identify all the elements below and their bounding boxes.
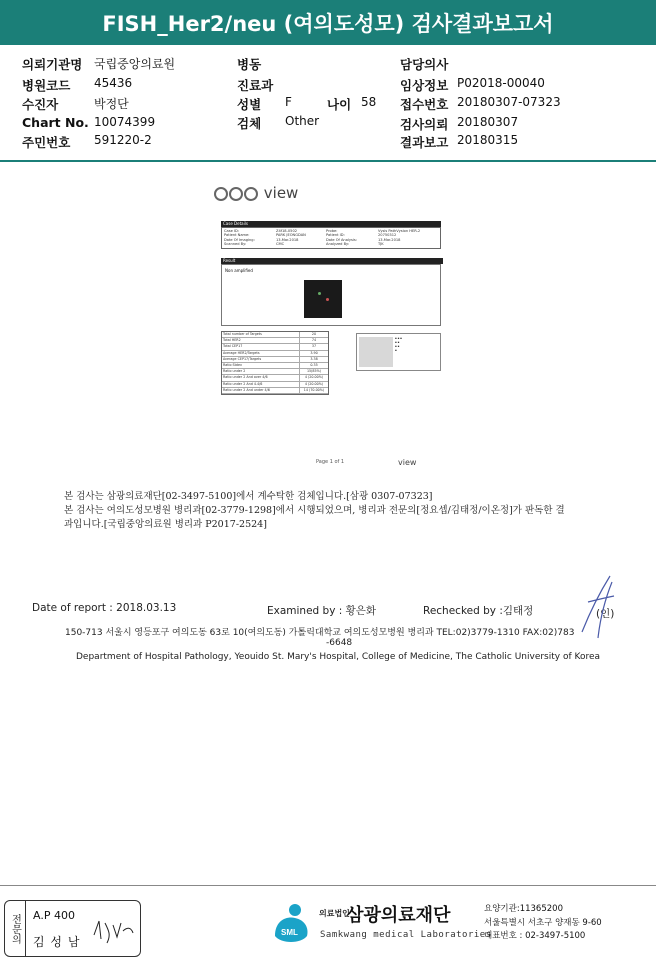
- bioview-footer-logo: view: [398, 458, 417, 467]
- header-row-age: 나이 58: [327, 95, 377, 112]
- header-row-doctor: 담당의사: [400, 57, 449, 72]
- note-line-2: 본 검사는 여의도성모병원 병리과[02-3779-1298]에서 시행되었으며, 병리과 전문의[정요셉/김태정/이온정]가 판독한 결: [64, 505, 565, 516]
- stats-row: Ratio under 2 And under 4/6 14 (70.00%): [222, 388, 328, 394]
- specialist-box: [4, 900, 141, 957]
- rechecked-by: Rechecked by :김태정: [423, 605, 534, 617]
- seal-mark: (인): [596, 608, 615, 620]
- stats-row: Ratio under 2 15(85%): [222, 369, 328, 375]
- result-text: Non amplified: [225, 268, 253, 273]
- header-divider: [0, 160, 656, 162]
- doctor-name: 김 성 남: [33, 935, 81, 949]
- stats-row: Total HER2 74: [222, 338, 328, 344]
- lab-phone: 대표번호 : 02-3497-5100: [484, 931, 586, 941]
- logo-ring-icon: [229, 187, 243, 201]
- footer-divider: [0, 885, 656, 886]
- logo-ring-icon: [244, 187, 258, 201]
- signal-dot: [318, 292, 321, 295]
- svg-text:SML: SML: [281, 928, 298, 937]
- case-details-header: Case Details: [221, 221, 441, 227]
- lab-info: [484, 903, 602, 944]
- header-row-hospital-code: 병원코드 45436: [22, 76, 133, 93]
- header-row-sex: 성별 F: [237, 95, 292, 112]
- address-line-2: -6648: [326, 638, 353, 648]
- lab-name: [319, 901, 450, 927]
- header-row-report-date: 결과보고 20180315: [400, 133, 519, 150]
- header-row-specimen: 검체 Other: [237, 114, 320, 131]
- lab-kind: 의료법인: [319, 909, 350, 918]
- stats-table: [221, 331, 329, 395]
- lab-english-name: Samkwang medical Laboratories: [320, 930, 492, 940]
- case-details-panel: [221, 221, 441, 249]
- header-row-resident-no: 주민번호 591220-2: [22, 133, 152, 150]
- stats-row: Ratio under 2 And over 4/6 4 (20.00%): [222, 375, 328, 381]
- ratio-histogram: [356, 333, 441, 371]
- scan-page-number: Page 1 of 1: [316, 459, 345, 465]
- stats-row: Average CEP17/Targets 3.38: [222, 357, 328, 363]
- report-date: Date of report : 2018.03.13: [32, 602, 177, 614]
- address-line-1: 150-713 서울시 영등포구 여의도동 63로 10(여의도동) 가톨릭대학교 여의도성모병원 병리과 TEL:02)3779-1310 FAX:02)783: [65, 628, 575, 638]
- signal-dot: [326, 298, 329, 301]
- specialist-side-label: 전문의: [5, 901, 26, 956]
- address-line-3: Department of Hospital Pathology, Yeouido St. Mary's Hospital, College of Medicine, The Catholic University of Korea: [76, 652, 601, 662]
- stats-row: Ratio Stdev 0.35: [222, 363, 328, 369]
- note-line-1: 본 검사는 삼광의료재단[02-3497-5100]에서 계수탁한 검체입니다.[삼광 0307-07323]: [64, 491, 433, 502]
- header-row-chart-no: Chart No. 10074399: [22, 115, 156, 130]
- header-row-institution: 의뢰기관명 국립중앙의료원: [22, 57, 176, 72]
- header-row-accession-no: 접수번호 20180307-07323: [400, 95, 561, 112]
- header-row-request-date: 검사의뢰 20180307: [400, 115, 519, 132]
- bioview-logo: view: [214, 184, 298, 202]
- header-row-clinical-info: 임상정보 P02018-00040: [400, 76, 545, 93]
- lab-provider-no: 요양기관:11365200: [484, 904, 563, 914]
- stats-row: Average HER2/Targets 3.90: [222, 351, 328, 357]
- examined-by: Examined by : 황은화: [267, 605, 377, 617]
- stats-row: Ratio under 2 And 4.4/6 4 (20.00%): [222, 382, 328, 388]
- header-row-department: 진료과: [237, 78, 274, 93]
- doctor-signature: [91, 913, 135, 947]
- report-title: FISH_Her2/neu (여의도성모) 검사결과보고서: [0, 0, 656, 45]
- case-details-grid: Case ID: Z4f18-0502 Probe: Vysis PathVysion HER-2 Patient Name: PARK JEONGDAN Patient ID: 20750312 Date Of Imaging: 13.Mar.2018 Date Of Analysis: 13.Mar.2018 Scanned By: CMC Analyzed By: TJK: [221, 227, 441, 249]
- stats-row: Total CEP17 37: [222, 344, 328, 350]
- sml-logo: [271, 902, 313, 944]
- header-row-patient: 수진자 박정단: [22, 97, 129, 112]
- ap-number: A.P 400: [33, 909, 75, 922]
- stats-row: Total number of Targets 20: [222, 332, 328, 338]
- lab-address: 서울특별시 서초구 양재동 9-60: [484, 917, 602, 928]
- note-line-3: 과입니다.[국립중앙의료원 병리과 P2017-2524]: [64, 519, 267, 530]
- fish-cell-image: [304, 280, 342, 318]
- header-row-ward: 병동: [237, 57, 262, 72]
- histogram-legend: ▪ ▪ ▪ ▪ ▪ ▪ ▪ ▪: [395, 337, 402, 352]
- lab-title: 삼광의료재단: [346, 905, 451, 926]
- result-header: Result: [221, 258, 443, 264]
- histogram-plot: [359, 337, 393, 367]
- logo-ring-icon: [214, 187, 228, 201]
- signature-image: [570, 572, 622, 642]
